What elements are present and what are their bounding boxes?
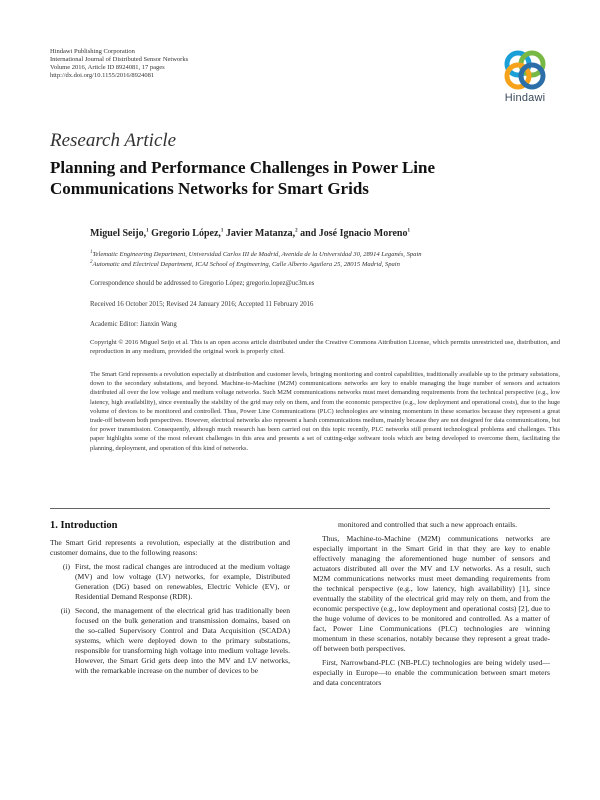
body-paragraph: Thus, Machine-to-Machine (M2M) communications networks are especially important in the Smart Grid in that they are key to enable effectively managing the aforementioned huge number of sensors and actuators distributed all over the MV and LV networks. As a result, such M2M communications networks must meet demanding requirements from the technical perspective (e.g., low latency, high availability) [1], since eventually the stability of the electrical grid may rely on them, and from the economic perspective (e.g., low deployment and operational costs) [2], due to the huge volume of devices to be monitored and controlled. As a matter of fact, Power Line Communications (PLC) technologies are winning momentum in these scenarios, notably because they represent a great trade-off between both perspectives. [313, 534, 550, 653]
author-affiliation-mark: 1 [407, 228, 410, 234]
author-name: Miguel Seijo, [90, 228, 147, 239]
author-name: Javier Matanza, [225, 228, 296, 239]
abstract: The Smart Grid represents a revolution especially at distribution and customer levels, bringing monitoring and control capabilities, traditionally available up to the primary substations, down to the secondary substations, and beyond. Machine-to-Machine (M2M) communications networks are key to enable managing the huge number of sensors and actuators distributed all over the low voltage and medium voltage networks. Such M2M communications networks must meet demanding requirements from the technical perspective (e.g., low latency, high availability), since eventually the stability of the grid may rely on them, and from the economic perspective (e.g., low deployment and operational costs), due to the huge volume of devices to be monitored and controlled. Thus, Power Line Communications (PLC) technologies are winning momentum in these scenarios because they represent a great trade-off between both perspectives. However, electrical networks also represent a harsh communications medium, mainly because they are not designed for data communications, but for power transmission. Consequently, although much research has been carried out on this topic recently, PLC networks still present technological problems and challenges. This paper highlights some of the most relevant challenges in this area and presents a set of cutting-edge software tools which are being developed to overcome them, facilitating the planning, deployment, and operation of this kind of networks. [90, 371, 560, 452]
doi-link[interactable]: http://dx.doi.org/10.1155/2016/8924081 [50, 72, 155, 79]
list-item-continuation: monitored and controlled that such a new approach entails. [338, 520, 518, 529]
affiliation-text: Telematic Engineering Department, Universidad Carlos III de Madrid, Avenida de la Universidad 30, 28914 Leganés, Spain [92, 251, 422, 259]
affiliation-mark: 2 [90, 260, 93, 265]
hindawi-logo-icon [500, 48, 550, 92]
author-name: and José Ignacio Moreno [300, 228, 408, 239]
section-divider [50, 508, 550, 509]
author-affiliation-mark: 2 [295, 228, 298, 234]
author-affiliation-mark: 1 [146, 228, 149, 234]
list-item [50, 562, 290, 602]
affiliation-mark: 1 [90, 250, 93, 255]
hindawi-logo-text: Hindawi [504, 92, 546, 104]
list-item [50, 606, 290, 676]
list-item-text: First, the most radical changes are introduced at the medium voltage (MV) and low voltage (LV) networks, for example, Distributed Generation (DG) based on renewables, Electric Vehicle (EV), or Residential Demand Response (RDR). [75, 562, 290, 601]
received-dates: Received 16 October 2015; Revised 24 January 2016; Accepted 11 February 2016 [90, 301, 314, 308]
correspondence: Correspondence should be addressed to Gregorio López; gregorio.lopez@uc3m.es [90, 280, 315, 287]
academic-editor: Academic Editor: Jianxin Wang [90, 321, 177, 328]
right-column [313, 520, 550, 688]
affiliation-1 [90, 250, 422, 258]
affiliation-text: Automatic and Electrical Department, ICAI School of Engineering, Calle Alberto Aguilera 25, 28015 Madrid, Spain [92, 261, 400, 269]
section-heading: 1. Introduction [50, 520, 118, 531]
affiliation-2 [90, 260, 400, 268]
copyright-notice: Copyright © 2016 Miguel Seijo et al. This is an open access article distributed under the Creative Commons Attribution License, which permits unrestricted use, distribution, and reproduction in any medium, provided the original work is properly cited. [90, 339, 560, 355]
left-column [50, 538, 290, 676]
list-item-label: (i) [62, 562, 70, 571]
article-title: Planning and Performance Challenges in Power Line Communications Networks for Smart Grids [50, 158, 436, 198]
publisher-line: Hindawi Publishing Corporation [50, 48, 135, 55]
list-item-label: (ii) [60, 606, 70, 615]
author-list [90, 228, 410, 239]
list-item-text: Second, the management of the electrical grid has traditionally been focused on the bulk generation and transmission domains, based on the so-called Supervisory Control and Data Acquisition (SCADA) systems, which were deployed down to the primary substations, responsible for transforming high voltage into medium voltage levels. However, the Smart Grid gets deep into the MV and LV networks, with the remarkable increase on the number of devices to be [75, 606, 290, 675]
author-affiliation-mark: 1 [220, 228, 224, 234]
author-name: Gregorio López, [151, 228, 221, 239]
journal-line: International Journal of Distributed Sensor Networks [50, 56, 189, 63]
intro-paragraph: The Smart Grid represents a revolution, especially at the distribution and customer domains, due to the following reasons: [50, 538, 290, 557]
volume-line: Volume 2016, Article ID 8924081, 17 pages [50, 64, 165, 71]
article-type: Research Article [50, 130, 177, 151]
body-paragraph: First, Narrowband-PLC (NB-PLC) technologies are being widely used—especially in Europe—to enable the communication between smart meters and data concentrators [313, 658, 550, 687]
